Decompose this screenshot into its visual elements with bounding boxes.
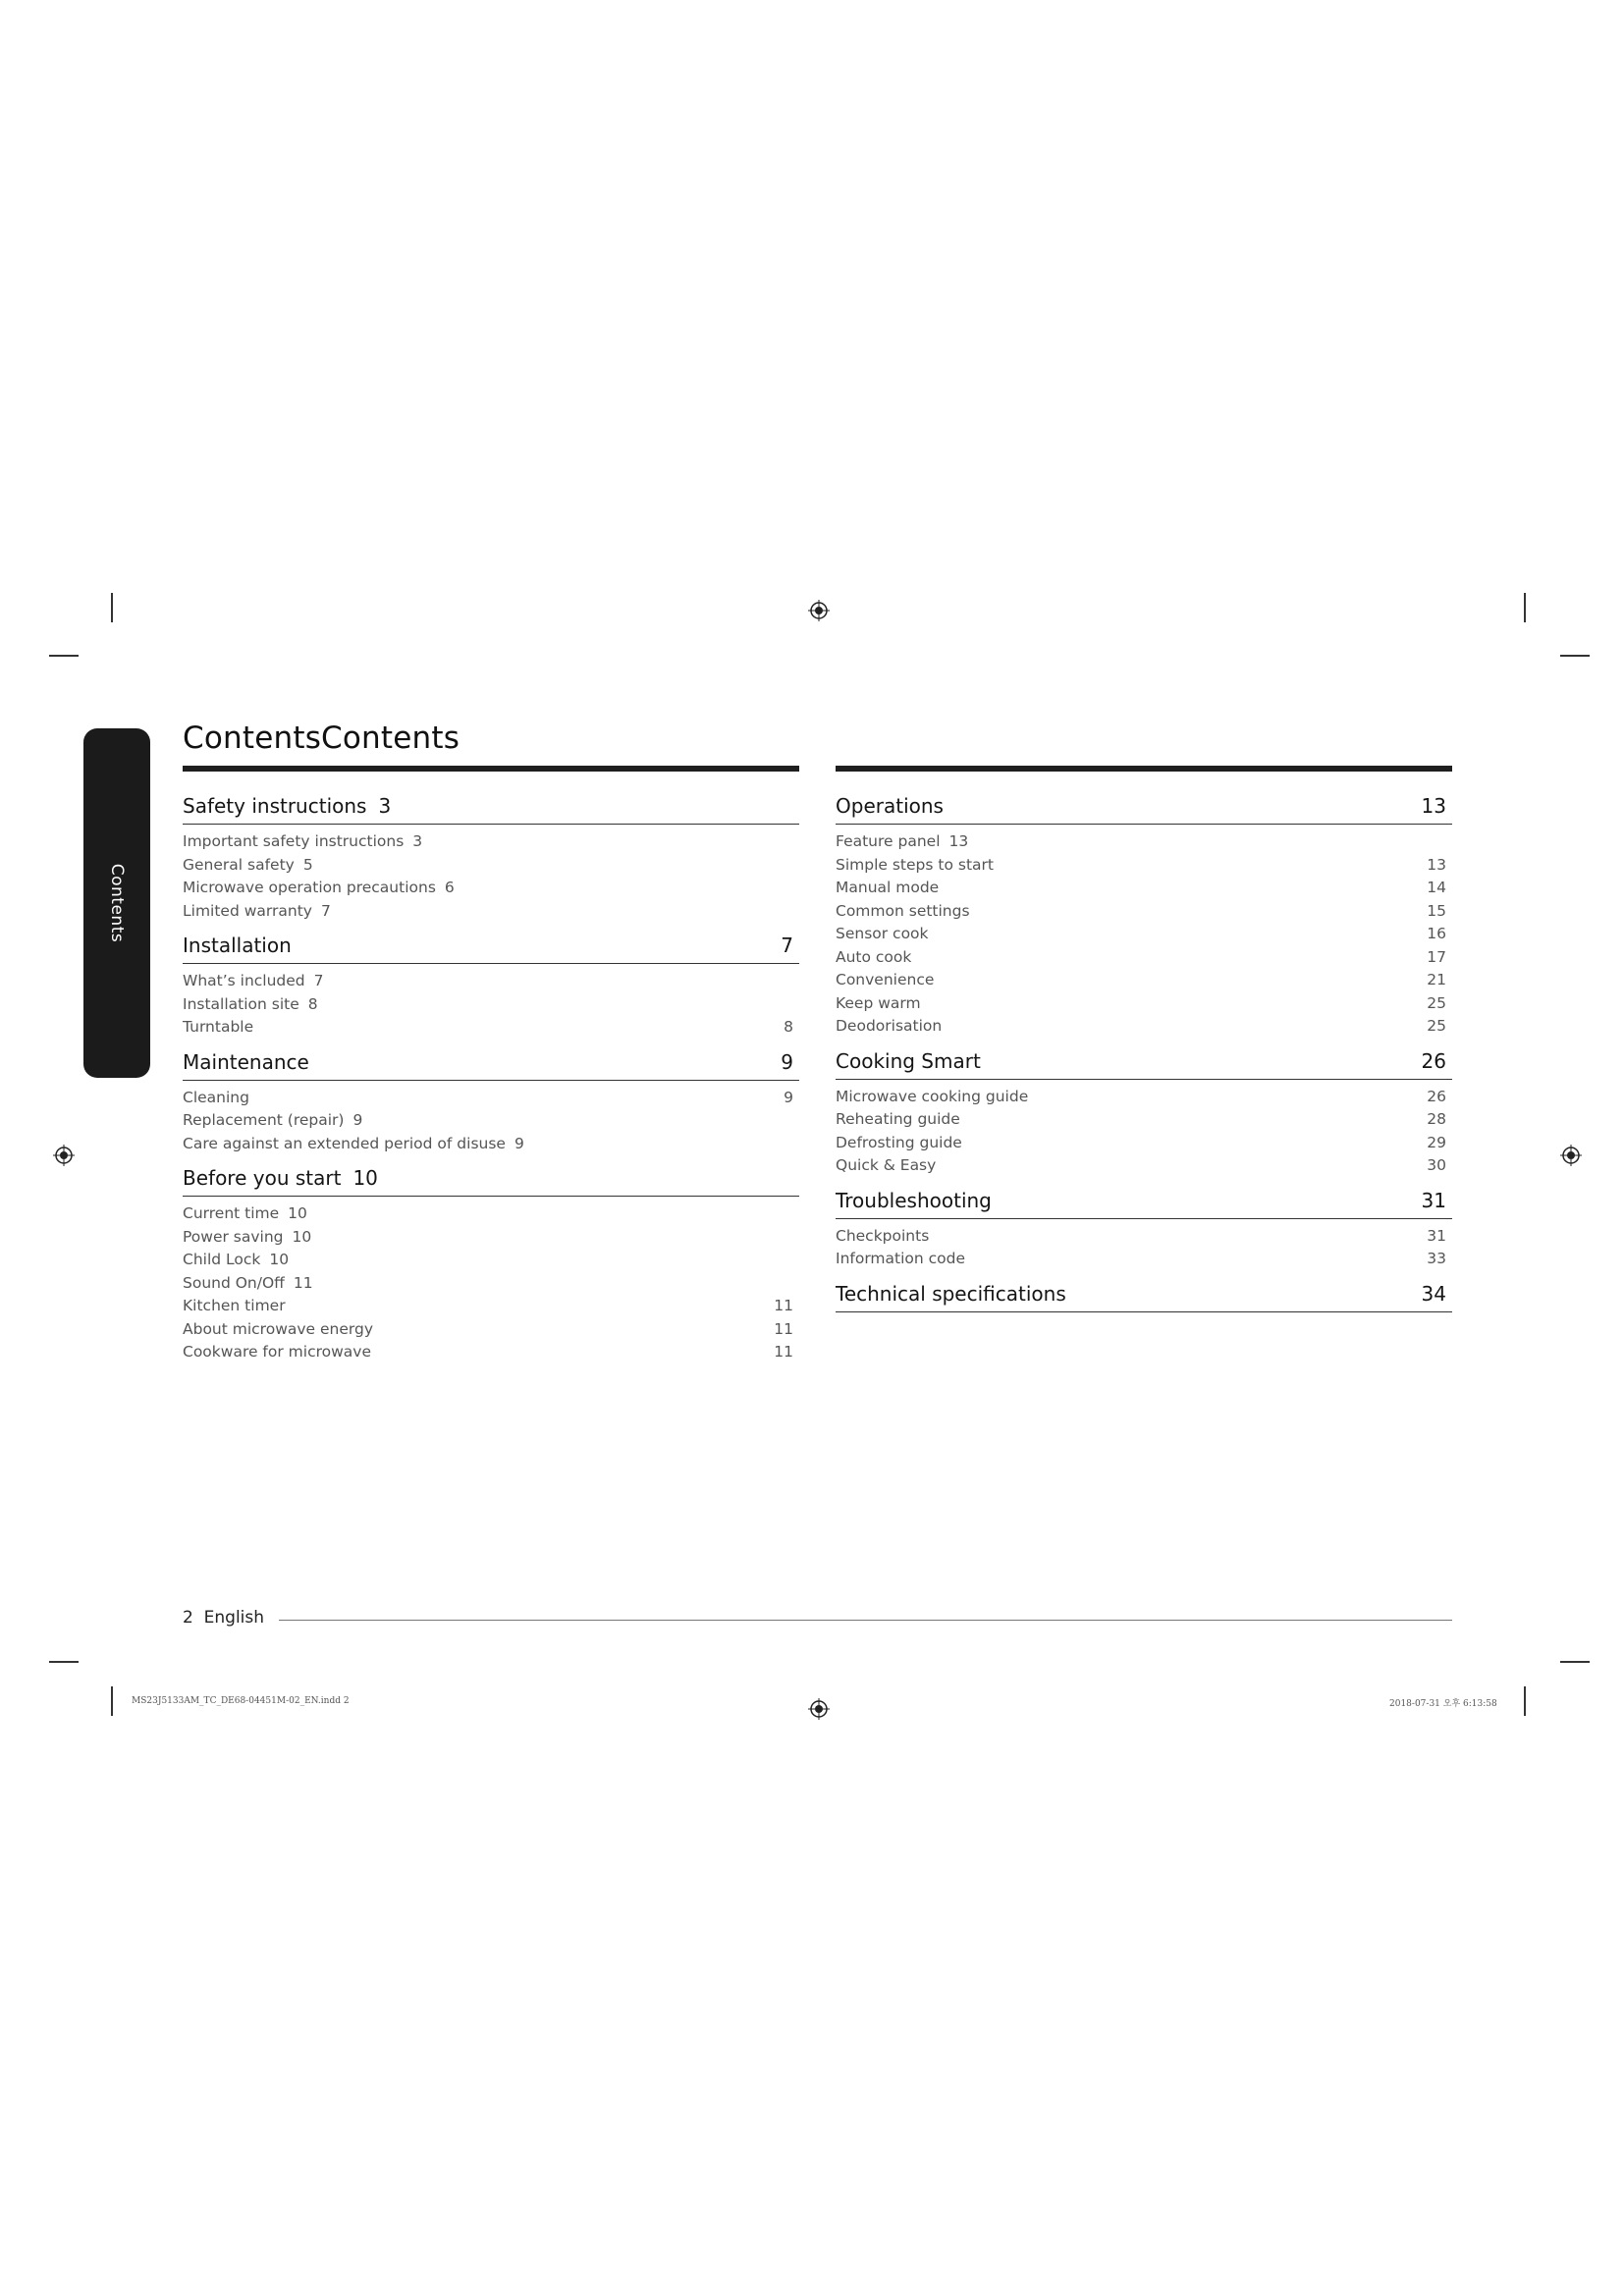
print-slug-file: MS23J5133AM_TC_DE68-04451M-02_EN.indd 2 <box>132 1696 350 1706</box>
toc-entry[interactable] <box>183 1341 799 1364</box>
entry-page-number: 9 <box>784 1088 793 1106</box>
title-rule <box>836 766 1452 772</box>
entry-label: Turntable <box>183 1018 254 1036</box>
toc-item-list <box>183 825 799 933</box>
section-page-number: 10 <box>352 1166 378 1190</box>
toc-entry[interactable] <box>183 1087 799 1110</box>
entry-label: Cookware for microwave <box>183 1343 372 1361</box>
toc-entry[interactable] <box>183 970 799 993</box>
entry-page-number: 5 <box>302 855 313 874</box>
toc-entry[interactable] <box>836 1108 1452 1132</box>
entry-label: Deodorisation <box>836 1017 943 1035</box>
crop-mark <box>1524 593 1526 622</box>
entry-label: Common settings <box>836 901 970 920</box>
section-title: Troubleshooting <box>836 1188 992 1212</box>
section-title: Maintenance <box>183 1049 309 1074</box>
toc-entry[interactable] <box>183 1109 799 1133</box>
entry-label: Power saving <box>183 1227 284 1246</box>
section-page-number: 26 <box>1421 1048 1446 1073</box>
entry-label: Microwave cooking guide <box>836 1087 1029 1105</box>
entry-label: Important safety instructions <box>183 832 405 850</box>
entry-page-number: 6 <box>444 879 455 896</box>
section-page-number: 9 <box>781 1049 793 1074</box>
registration-mark-icon <box>808 600 830 621</box>
side-tab-label: Contents <box>107 863 127 943</box>
entry-label: What’s included <box>183 972 305 989</box>
entry-label: Child Lock <box>183 1251 261 1268</box>
entry-page-number: 13 <box>1427 855 1446 874</box>
toc-entry[interactable] <box>183 1295 799 1318</box>
toc-item-list <box>836 1219 1452 1281</box>
toc-section-heading[interactable] <box>836 1048 1452 1080</box>
toc-section <box>836 1048 1452 1188</box>
entry-page-number: 8 <box>784 1018 793 1036</box>
entry-page-number: 7 <box>313 972 324 989</box>
toc-entry[interactable] <box>183 993 799 1017</box>
toc-entry[interactable] <box>183 1318 799 1342</box>
toc-entry[interactable] <box>836 1086 1452 1109</box>
crop-mark <box>1560 1661 1590 1663</box>
print-slug-date: 2018-07-31 오후 6:13:58 <box>1389 1699 1497 1709</box>
section-title: Safety instructions <box>183 794 367 818</box>
entry-label: Manual mode <box>836 879 940 896</box>
toc-section <box>183 1049 799 1166</box>
entry-page-number: 3 <box>412 832 423 850</box>
entry-page-number: 11 <box>293 1273 313 1292</box>
entry-label: Quick & Easy <box>836 1156 937 1174</box>
toc-entry[interactable] <box>836 877 1452 900</box>
page-footer <box>183 1608 264 1628</box>
toc-section <box>836 1188 1452 1281</box>
toc-section-heading[interactable] <box>183 793 799 825</box>
toc-item-list <box>183 1197 799 1374</box>
section-title: Installation <box>183 934 292 957</box>
section-title: Technical specifications <box>836 1281 1066 1306</box>
entry-page-number: 13 <box>948 832 969 850</box>
section-page-number: 7 <box>781 934 793 957</box>
entry-page-number: 16 <box>1427 925 1446 942</box>
toc-entry[interactable] <box>836 1225 1452 1249</box>
entry-page-number: 9 <box>352 1111 363 1129</box>
entry-page-number: 10 <box>288 1204 307 1222</box>
toc-section-heading[interactable] <box>183 933 799 964</box>
section-page-number: 3 <box>378 794 392 818</box>
crop-mark <box>111 1686 113 1716</box>
page-number: 2 <box>183 1608 193 1628</box>
toc-left-column <box>183 793 799 1374</box>
toc-section <box>183 793 799 933</box>
entry-label: Limited warranty <box>183 901 312 920</box>
entry-label: Replacement (repair) <box>183 1111 345 1129</box>
crop-mark <box>1524 1686 1526 1716</box>
entry-label: Microwave operation precautions <box>183 879 436 896</box>
entry-label: Defrosting guide <box>836 1133 962 1151</box>
section-page-number: 31 <box>1421 1188 1446 1212</box>
side-tab[interactable] <box>83 728 150 1078</box>
entry-label: About microwave energy <box>183 1319 374 1338</box>
footer-rule <box>279 1620 1452 1621</box>
entry-page-number: 10 <box>292 1227 312 1246</box>
toc-section <box>836 1281 1452 1312</box>
entry-page-number: 14 <box>1427 879 1446 896</box>
section-page-number: 13 <box>1421 794 1446 818</box>
section-title: Cooking Smart <box>836 1048 981 1073</box>
toc-entry[interactable] <box>836 1248 1452 1271</box>
toc-section <box>836 793 1452 1048</box>
entry-label: Current time <box>183 1204 280 1222</box>
toc-entry[interactable] <box>183 830 799 854</box>
registration-mark-icon <box>1560 1145 1582 1166</box>
entry-label: Care against an extended period of disuse <box>183 1134 506 1152</box>
page-title: ContentsContents <box>183 721 460 756</box>
toc-entry[interactable] <box>183 1249 799 1272</box>
toc-entry[interactable] <box>836 900 1452 924</box>
crop-mark <box>111 593 113 622</box>
entry-page-number: 7 <box>320 901 331 920</box>
toc-section-heading[interactable] <box>836 1281 1452 1312</box>
section-title: Before you start <box>183 1166 342 1190</box>
toc-item-list <box>183 1081 799 1166</box>
entry-label: Convenience <box>836 971 935 988</box>
section-title: Operations <box>836 794 944 818</box>
entry-page-number: 29 <box>1427 1133 1446 1151</box>
entry-page-number: 31 <box>1427 1226 1446 1245</box>
crop-mark <box>1560 655 1590 657</box>
entry-label: Kitchen timer <box>183 1297 286 1314</box>
entry-label: Sensor cook <box>836 925 929 942</box>
entry-label: Installation site <box>183 994 299 1013</box>
toc-entry[interactable] <box>836 830 1452 854</box>
entry-page-number: 11 <box>774 1343 793 1361</box>
entry-label: Simple steps to start <box>836 855 994 874</box>
toc-section-heading[interactable] <box>183 1165 799 1197</box>
entry-label: Keep warm <box>836 993 921 1012</box>
entry-page-number: 17 <box>1427 947 1446 966</box>
entry-page-number: 28 <box>1427 1110 1446 1128</box>
title-rule <box>183 766 799 772</box>
entry-page-number: 33 <box>1427 1250 1446 1267</box>
section-page-number: 34 <box>1421 1281 1446 1306</box>
entry-page-number: 30 <box>1427 1156 1446 1174</box>
entry-page-number: 25 <box>1427 1017 1446 1035</box>
entry-page-number: 25 <box>1427 993 1446 1012</box>
entry-page-number: 10 <box>269 1251 290 1268</box>
toc-entry[interactable] <box>836 1154 1452 1178</box>
crop-mark <box>49 655 79 657</box>
toc-section-heading[interactable] <box>183 1049 799 1081</box>
toc-section-heading[interactable] <box>836 793 1452 825</box>
toc-entry[interactable] <box>183 1226 799 1250</box>
entry-label: Feature panel <box>836 832 941 850</box>
toc-entry[interactable] <box>183 1133 799 1156</box>
registration-mark-icon <box>808 1698 830 1720</box>
entry-label: Cleaning <box>183 1088 249 1106</box>
toc-entry[interactable] <box>836 969 1452 992</box>
toc-entry[interactable] <box>183 854 799 878</box>
entry-label: Reheating guide <box>836 1110 960 1128</box>
footer-language: English <box>203 1608 265 1628</box>
entry-page-number: 11 <box>774 1297 793 1314</box>
toc-item-list <box>183 964 799 1049</box>
toc-entry[interactable] <box>183 1272 799 1296</box>
toc-entry[interactable] <box>183 900 799 924</box>
toc-item-list <box>836 1080 1452 1188</box>
entry-page-number: 26 <box>1427 1087 1446 1105</box>
entry-label: Sound On/Off <box>183 1273 285 1292</box>
toc-entry[interactable] <box>183 1016 799 1040</box>
toc-item-list <box>836 825 1452 1048</box>
toc-entry[interactable] <box>836 992 1452 1016</box>
entry-page-number: 8 <box>307 994 318 1013</box>
entry-label: Auto cook <box>836 947 912 966</box>
toc-entry[interactable] <box>836 1015 1452 1039</box>
toc-section-heading[interactable] <box>836 1188 1452 1219</box>
toc-entry[interactable] <box>836 1132 1452 1155</box>
entry-page-number: 15 <box>1427 901 1446 920</box>
toc-section <box>183 933 799 1049</box>
entry-label: Checkpoints <box>836 1226 930 1245</box>
toc-right-column <box>836 793 1452 1312</box>
toc-entry[interactable] <box>836 854 1452 878</box>
toc-section <box>183 1165 799 1374</box>
entry-page-number: 21 <box>1427 971 1446 988</box>
toc-entry[interactable] <box>836 923 1452 946</box>
toc-entry[interactable] <box>183 1202 799 1226</box>
toc-entry[interactable] <box>183 877 799 900</box>
crop-mark <box>49 1661 79 1663</box>
entry-label: Information code <box>836 1250 966 1267</box>
registration-mark-icon <box>53 1145 75 1166</box>
entry-label: General safety <box>183 855 295 874</box>
toc-entry[interactable] <box>836 946 1452 970</box>
entry-page-number: 9 <box>514 1134 524 1152</box>
entry-page-number: 11 <box>774 1319 793 1338</box>
